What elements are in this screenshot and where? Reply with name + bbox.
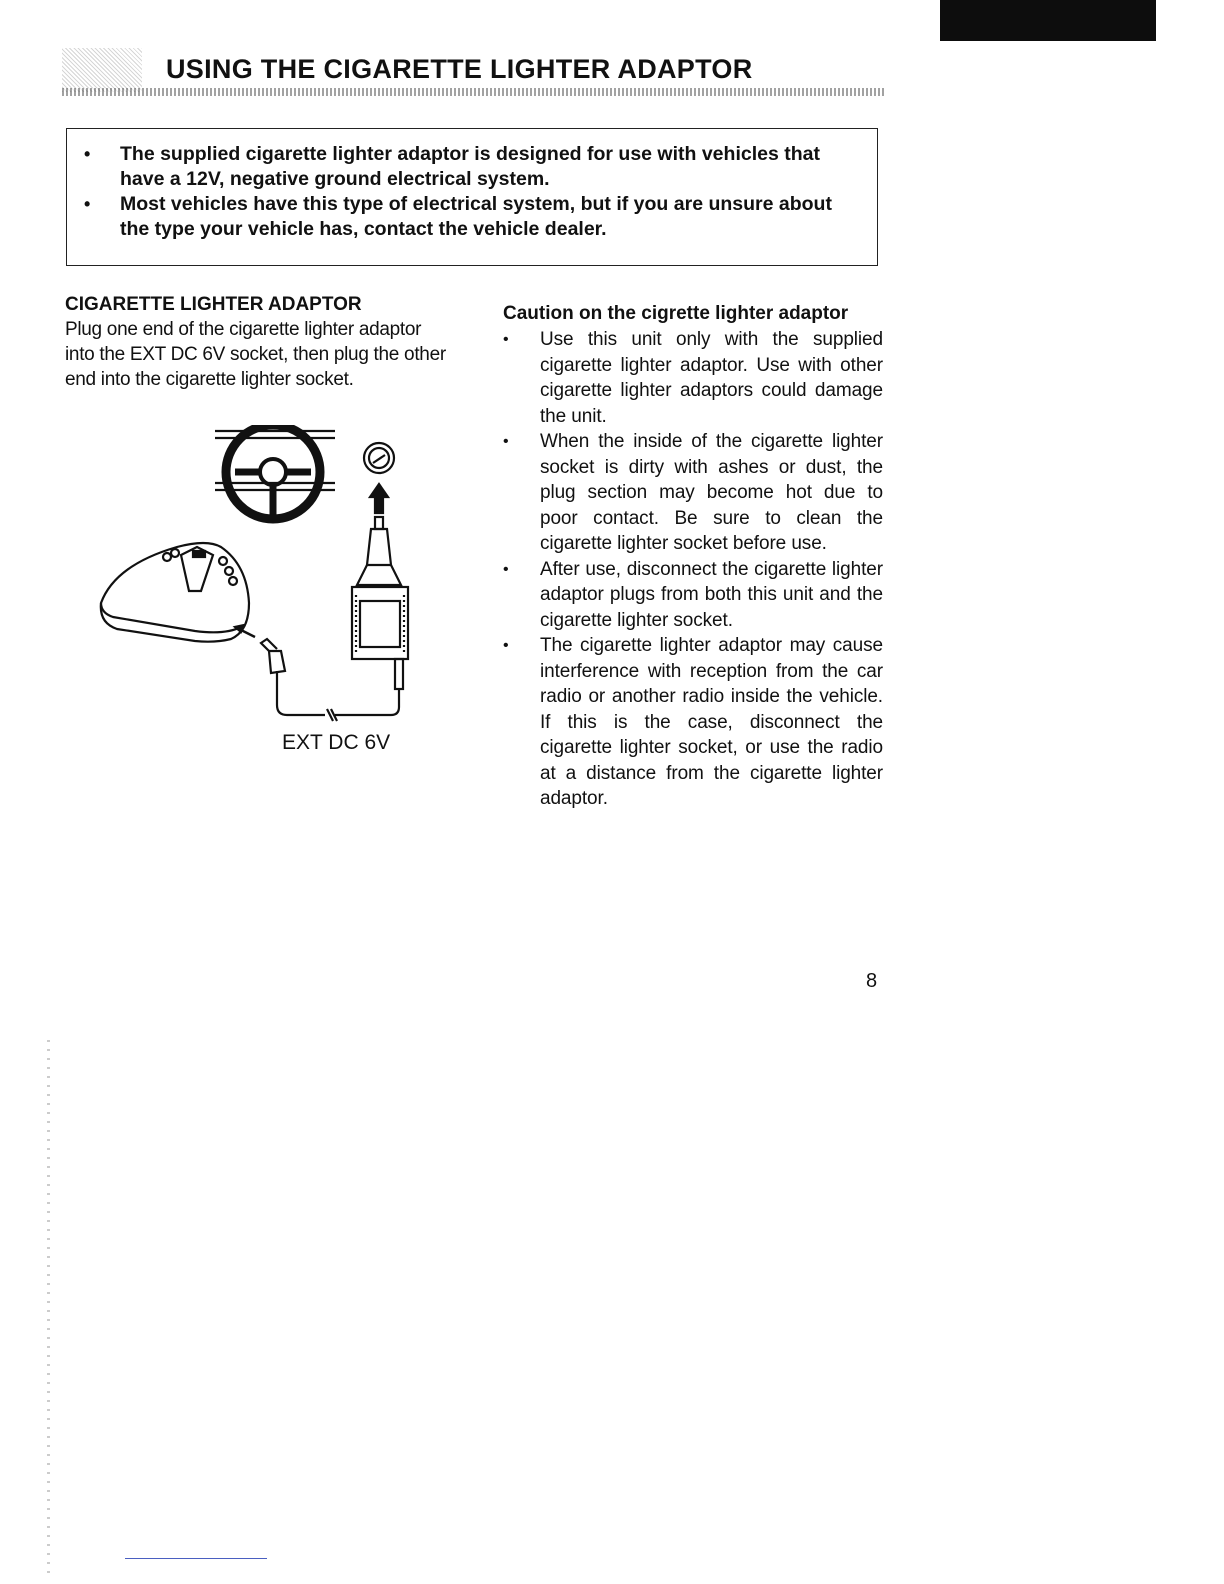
right-column	[503, 301, 883, 812]
page-number: 8	[866, 970, 878, 992]
scan-edge-artifact	[47, 1040, 50, 1580]
adaptor-cable	[277, 671, 399, 721]
notice-box	[66, 128, 878, 266]
cd-player-icon	[101, 543, 249, 642]
dc-plug-icon	[235, 625, 285, 673]
instruction-text: Plug one end of the cigarette lighter adaptor into the EXT DC 6V socket, then plug the other end into the cigarette lighter socket.	[65, 319, 446, 390]
caution-heading: Caution on the cigrette lighter adaptor	[503, 303, 849, 324]
title-halftone-decoration	[62, 48, 142, 92]
steering-wheel-icon	[226, 425, 320, 519]
notice-item: • The supplied cigarette lighter adaptor is designed for use with vehicles that have a 12V, negative ground electrical system.	[67, 142, 877, 192]
notice-list	[67, 129, 877, 242]
notice-item: • Most vehicles have this type of electrical system, but if you are unsure about the type your vehicle has, contact the vehicle dealer.	[67, 192, 877, 242]
lighter-socket-icon	[364, 443, 394, 473]
cigarette-plug-icon	[352, 517, 408, 689]
diagram-caption: EXT DC 6V	[282, 731, 391, 754]
page-title: USING THE CIGARETTE LIGHTER ADAPTOR	[166, 54, 753, 84]
caution-item: • When the inside of the cigarette lighter socket is dirty with ashes or dust, the plug section may become hot due to poor contact. Be sure to clean the cigarette lighter socket before use.	[503, 429, 883, 557]
left-column	[65, 293, 455, 392]
corner-tab-marker	[940, 0, 1156, 41]
adaptor-connection-diagram	[95, 425, 425, 735]
caution-item: • After use, disconnect the cigarette lighter adaptor plugs from both this unit and the cigarette lighter socket.	[503, 557, 883, 634]
title-banner	[62, 40, 884, 100]
caution-item: • Use this unit only with the supplied cigarette lighter adaptor. Use with other cigarette lighter adaptors could damage the unit.	[503, 327, 883, 429]
footer-rule	[125, 1558, 267, 1559]
arrow-up-icon	[370, 484, 388, 513]
caution-item: • The cigarette lighter adaptor may cause interference with reception from the car radio or another radio inside the vehicle. If this is the case, disconnect the cigarette lighter socket, or use the radio at a distance from the cigarette lighter adaptor.	[503, 633, 883, 812]
title-underline-band	[62, 88, 884, 96]
section-heading: CIGARETTE LIGHTER ADAPTOR	[65, 294, 362, 315]
caution-list	[503, 327, 883, 812]
